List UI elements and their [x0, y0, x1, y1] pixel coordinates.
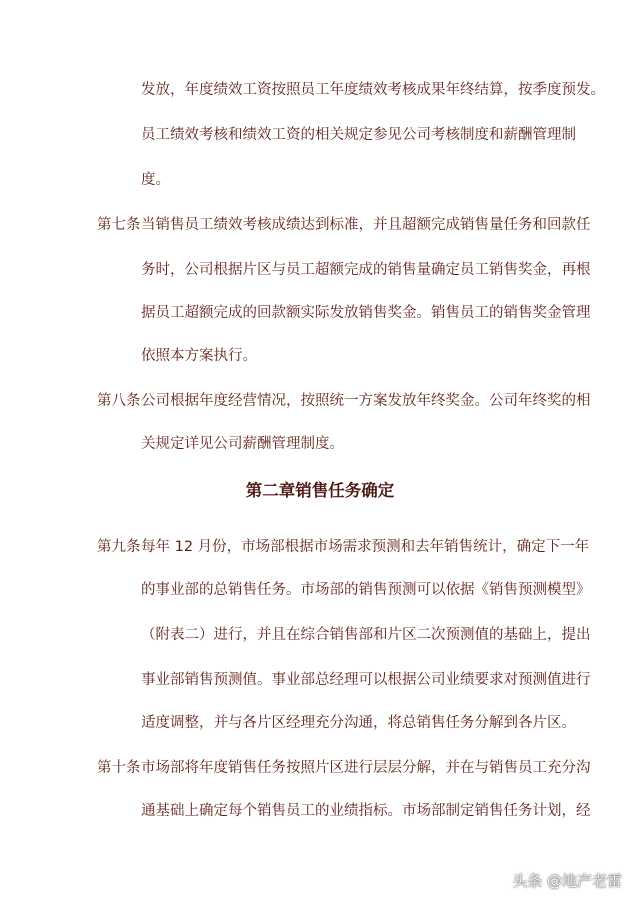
- article-label: 第八条: [97, 393, 141, 409]
- chapter-heading: 第二章销售任务确定: [245, 481, 395, 500]
- body-line: 适度调整，并与各片区经理充分沟通，将总销售任务分解到各片区。: [141, 715, 576, 731]
- body-line: 每年 12 月份，市场部根据市场需求预测和去年销售统计，确定下一年: [141, 539, 590, 555]
- body-line: 公司根据年度经营情况，按照统一方案发放年终奖金。公司年终奖的相: [141, 393, 591, 409]
- article-label: 第七条: [97, 217, 141, 233]
- body-line: 据员工超额完成的回款额实际发放销售奖金。销售员工的销售奖金管理: [141, 305, 591, 321]
- body-line: 发放，年度绩效工资按照员工年度绩效考核成果年终结算，按季度预发。: [141, 82, 605, 98]
- article-label: 第九条: [97, 539, 141, 555]
- body-line: 员工绩效考核和绩效工资的相关规定参见公司考核制度和薪酬管理制: [141, 127, 576, 143]
- article-label: 第十条: [97, 760, 141, 776]
- body-line: 当销售员工绩效考核成绩达到标准，并且超额完成销售量任务和回款任: [141, 217, 591, 233]
- body-line: 度。: [141, 172, 170, 188]
- body-line: （附表二）进行，并且在综合销售部和片区二次预测值的基础上，提出: [141, 627, 591, 643]
- body-line: 事业部销售预测值。事业部总经理可以根据公司业绩要求对预测值进行: [141, 672, 591, 688]
- watermark: 头条 @地产老雷: [512, 872, 622, 890]
- body-line: 关规定详见公司薪酬管理制度。: [141, 436, 344, 452]
- body-line: 的事业部的总销售任务。市场部的销售预测可以依据《销售预测模型》: [141, 582, 591, 598]
- body-line: 市场部将年度销售任务按照片区进行层层分解，并在与销售员工充分沟: [141, 760, 591, 776]
- body-line: 务时，公司根据片区与员工超额完成的销售量确定员工销售奖金，再根: [141, 262, 591, 278]
- body-line: 通基础上确定每个销售员工的业绩指标。市场部制定销售任务计划，经: [141, 803, 591, 819]
- body-line: 依照本方案执行。: [141, 348, 257, 364]
